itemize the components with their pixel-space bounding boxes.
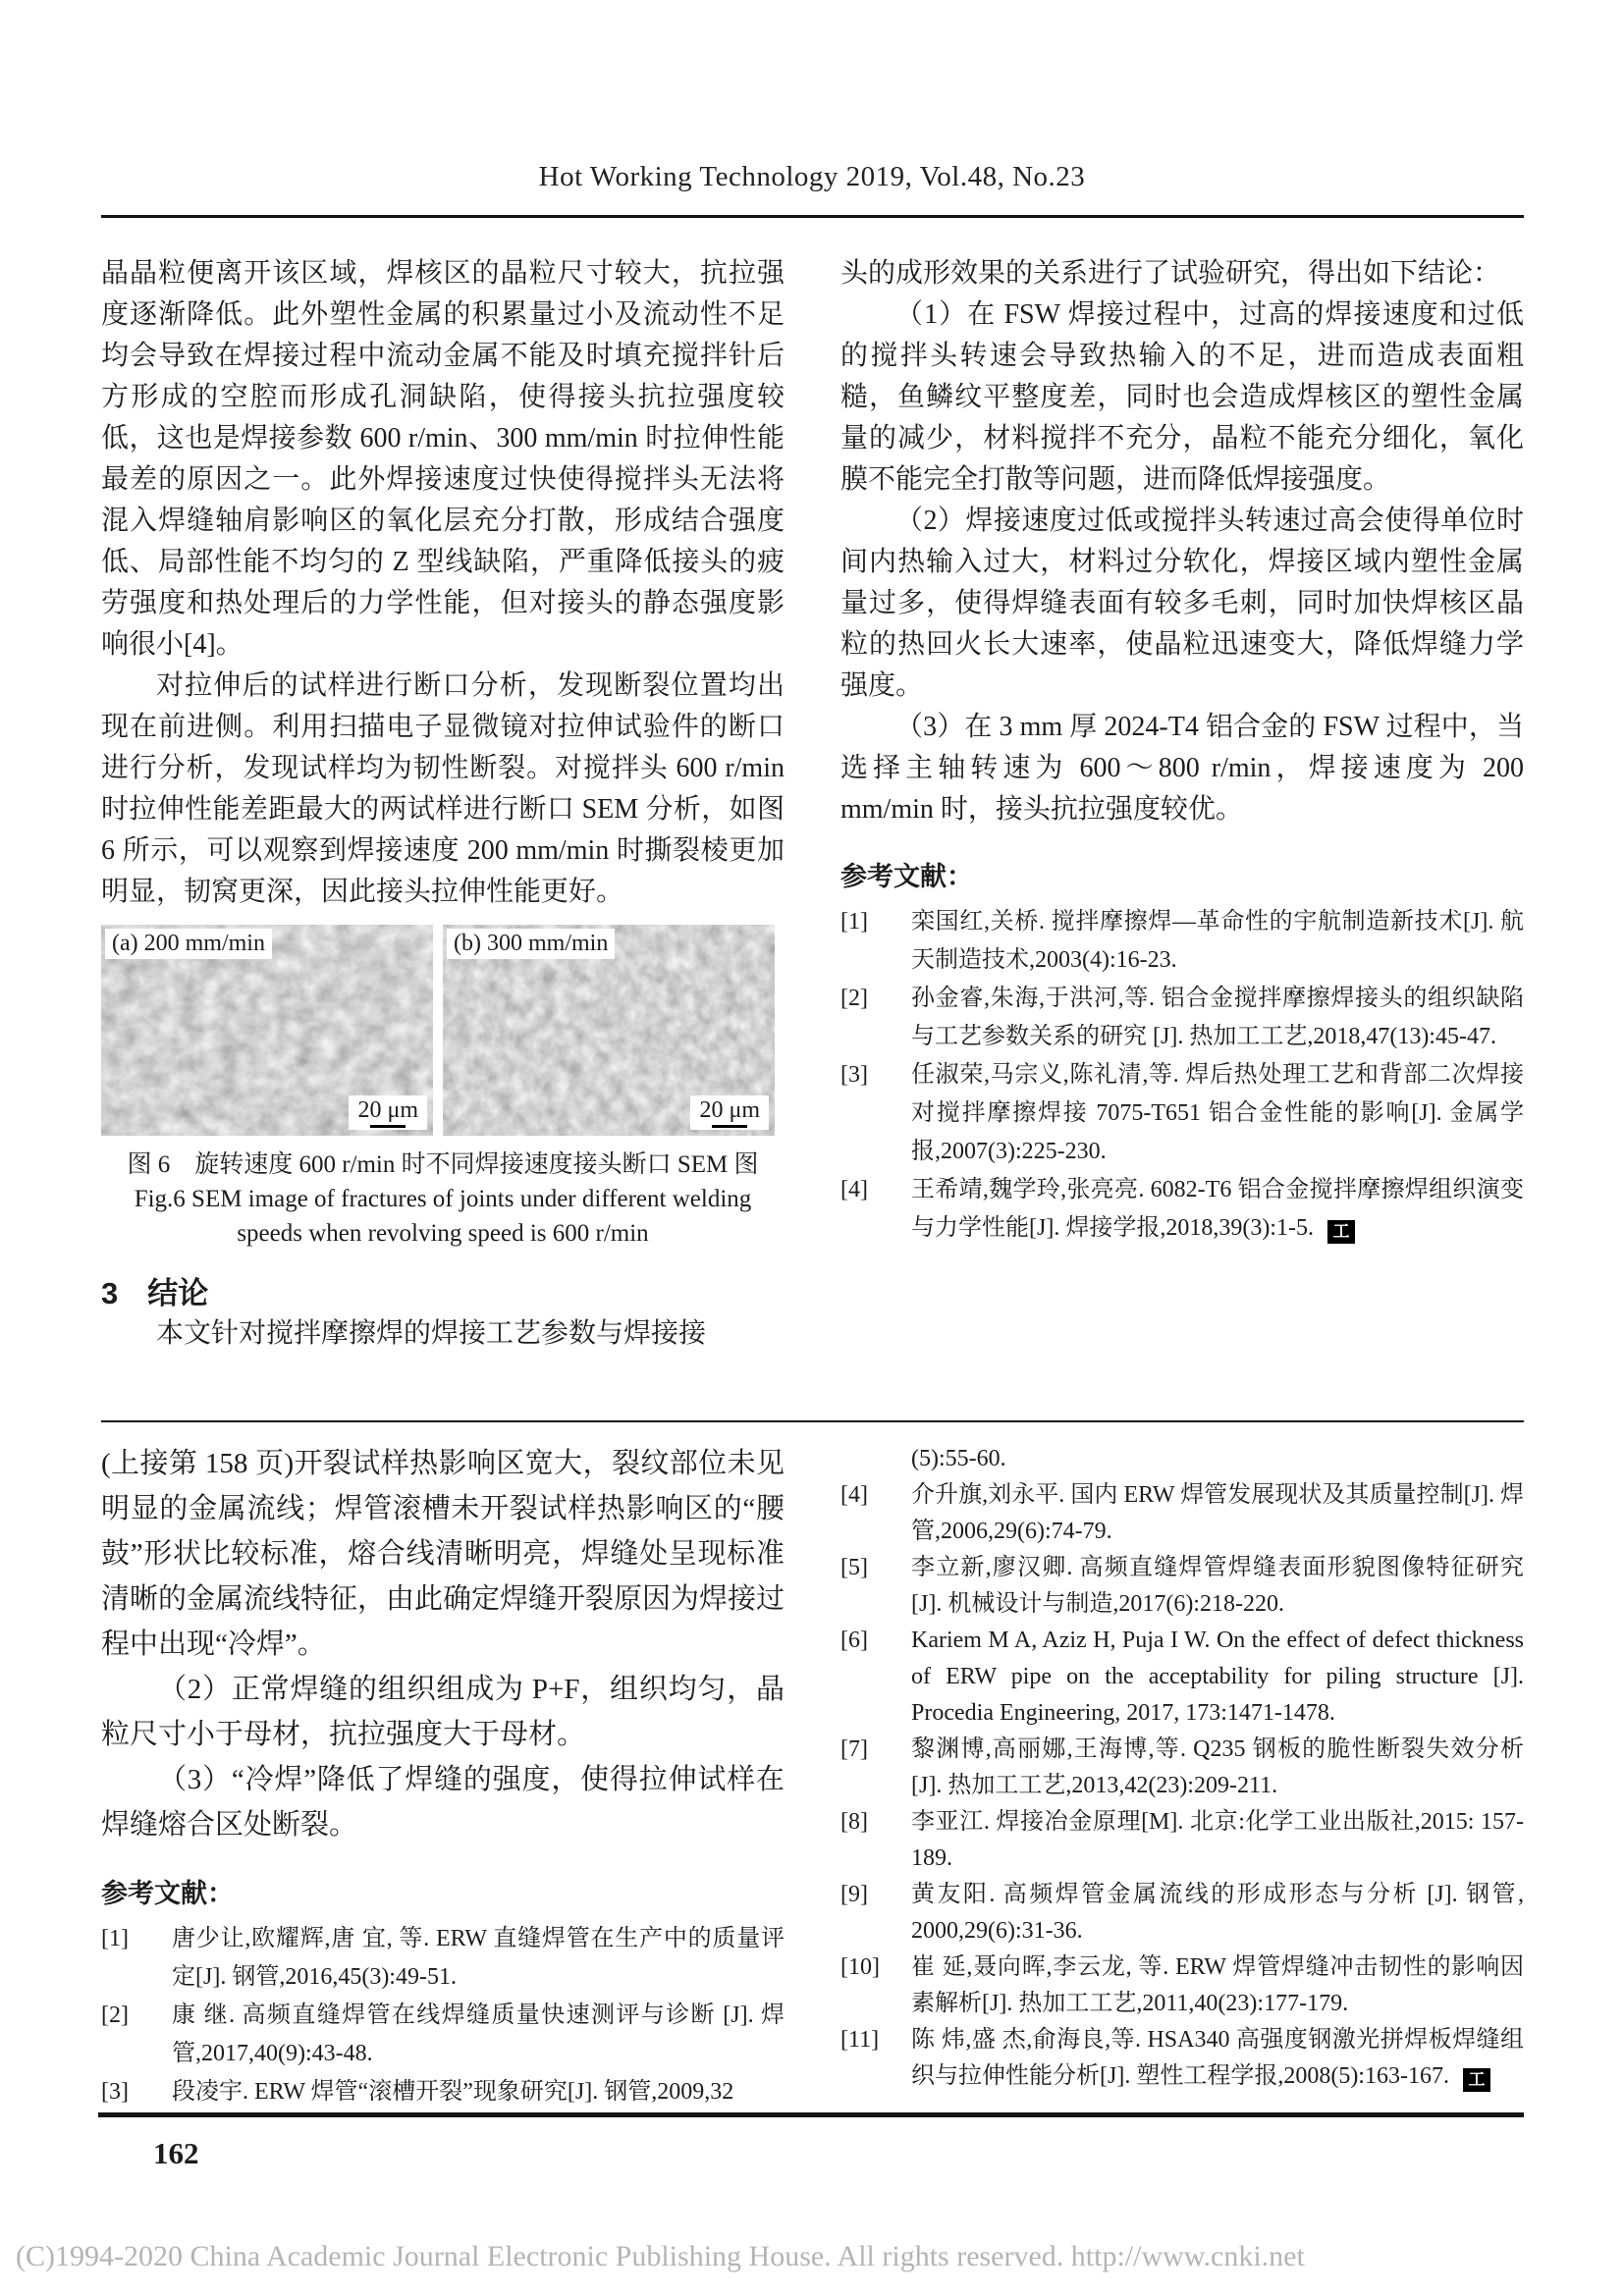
paragraph: 本文针对搅拌摩擦焊的焊接工艺参数与焊接接 — [156, 1318, 707, 1349]
reference-text: 李立新,廖汉卿. 高频直缝焊管焊缝表面形貌图像特征研究 [J]. 机械设计与制造,2017(6):218-220. — [911, 1555, 1524, 1617]
reference-number: [1] — [840, 909, 868, 934]
paragraph: 对拉伸后的试样进行断口分析，发现断裂位置均出现在前进侧。利用扫描电子显微镜对拉伸试验件的断口进行分析，发现试样均为韧性断裂。对搅拌头 600 r/min 时拉伸性能差距最大的两试样进行断口 SEM 分析，如图 6 所示，可以观察到焊接速度 200 mm/min 时撕裂棱更加明显，韧窝更深，因此接头拉伸性能更好。 — [101, 670, 785, 907]
bottom-right-column — [840, 1441, 1524, 2111]
reference-item — [840, 1877, 1524, 1949]
reference-number: [11] — [840, 2027, 880, 2053]
references-list — [840, 1477, 1524, 2095]
sem-panels — [101, 925, 785, 1136]
footer-rule — [98, 2112, 1524, 2117]
paragraph: （2）正常焊缝的组织组成为 P+F，组织均匀，晶粒尺寸小于母材，抗拉强度大于母材。 — [101, 1674, 785, 1750]
copyright-watermark: (C)1994-2020 China Academic Journal Electronic Publishing House. All rights reserved. http://www.cnki.net — [16, 2240, 1305, 2272]
article-end-mark-icon: 工 — [1463, 2068, 1490, 2092]
reference-text: 黎渊博,高丽娜,王海博,等. Q235 钢板的脆性断裂失效分析 [J]. 热加工工艺,2013,42(23):209-211. — [911, 1736, 1524, 1798]
references-heading: 参考文献： — [101, 1879, 234, 1908]
section-number: 3 — [101, 1276, 119, 1310]
reference-item — [101, 2073, 785, 2111]
reference-item — [840, 1732, 1524, 1804]
journal-header: Hot Working Technology 2019, Vol.48, No.23 — [538, 161, 1086, 192]
top-article — [101, 253, 1524, 1355]
reference-text: 唐少让,欧耀辉,唐 宜, 等. ERW 直缝焊管在生产中的质量评定[J]. 钢管,2016,45(3):49-51. — [172, 1926, 785, 1990]
continued-article — [101, 1441, 1524, 2111]
top-right-column — [840, 253, 1524, 1355]
scale-bar-label-a — [349, 1095, 427, 1130]
figure-caption-en: speeds when revolving speed is 600 r/min — [237, 1220, 649, 1247]
reference-text: 任淑荣,马宗义,陈礼清,等. 焊后热处理工艺和背部二次焊接对搅拌摩擦焊接 7075-T651 铝合金性能的影响[J]. 金属学报,2007(3):225-230. — [911, 1062, 1524, 1164]
reference-continuation: (5):55-60. — [911, 1446, 1006, 1471]
reference-item — [840, 1623, 1524, 1732]
top-left-column — [101, 253, 785, 1355]
references-list — [101, 1920, 785, 2111]
article-divider-rule — [101, 1420, 1524, 1422]
page-number: 162 — [153, 2136, 199, 2170]
reference-text: 王希靖,魏学玲,张亮亮. 6082-T6 铝合金搅拌摩擦焊组织演变与力学性能[J]. 焊接学报,2018,39(3):1-5. — [911, 1177, 1524, 1241]
reference-item — [840, 1804, 1524, 1877]
paragraph: (上接第 158 页)开裂试样热影响区宽大，裂纹部位未见明显的金属流线；焊管滚槽未开裂试样热影响区的“腰鼓”形状比较标准，熔合线清晰明亮，焊缝处呈现标准清晰的金属流线特征，由此确定焊缝开裂原因为焊接过程中出现“冷焊”。 — [101, 1448, 785, 1660]
reference-text: 栾国红,关桥. 搅拌摩擦焊—革命性的宇航制造新技术[J]. 航天制造技术,2003(4):16-23. — [911, 909, 1524, 973]
reference-item — [840, 1477, 1524, 1550]
reference-text: 陈 炜,盛 杰,俞海良,等. HSA340 高强度钢激光拼焊板焊缝组织与拉伸性能分析[J]. 塑性工程学报,2008(5):163-167. — [911, 2027, 1524, 2089]
scale-bar-label-b — [690, 1095, 769, 1130]
reference-number: [3] — [101, 2079, 129, 2105]
reference-text: 康 继. 高频直缝焊管在线焊缝质量快速测评与诊断 [J]. 焊管,2017,40(9):43-48. — [172, 2002, 785, 2066]
references-list — [840, 903, 1524, 1248]
section-title: 结论 — [147, 1276, 209, 1310]
reference-text: 段凌宇. ERW 焊管“滚槽开裂”现象研究[J]. 钢管,2009,32 — [172, 2079, 734, 2105]
reference-text: 崔 延,聂向晖,李云龙, 等. ERW 焊管焊缝冲击韧性的影响因素解析[J]. 热加工工艺,2011,40(23):177-179. — [911, 1954, 1524, 2016]
header-rule — [101, 215, 1524, 218]
figure-caption-zh: 图 6 旋转速度 600 r/min 时不同焊接速度接头断口 SEM 图 — [127, 1151, 759, 1178]
reference-item — [101, 1920, 785, 1997]
paragraph: （3）“冷焊”降低了焊缝的强度，使得拉伸试样在焊缝熔合区处断裂。 — [101, 1764, 785, 1841]
reference-number: [7] — [840, 1736, 868, 1762]
figure-caption-en: Fig.6 SEM image of fractures of joints under different welding — [134, 1186, 752, 1212]
bottom-left-column — [101, 1441, 785, 2111]
reference-number: [1] — [101, 1926, 129, 1951]
reference-item — [840, 980, 1524, 1056]
scale-bar-icon — [370, 1125, 406, 1128]
section-3-heading — [101, 1274, 785, 1313]
reference-item — [840, 1171, 1524, 1248]
panel-a-label: (a) 200 mm/min — [105, 929, 272, 959]
reference-number: [8] — [840, 1809, 868, 1835]
reference-number: [2] — [840, 986, 868, 1011]
reference-item — [840, 903, 1524, 980]
panel-b-label: (b) 300 mm/min — [447, 929, 615, 959]
reference-number: [5] — [840, 1555, 868, 1580]
paragraph: （2）焊接速度过低或搅拌头转速过高会使得单位时间内热输入过大，材料过分软化，焊接区域内塑性金属量过多，使得焊缝表面有较多毛刺，同时加快焊核区晶粒的热回火长大速率，使晶粒迅速变大，降低焊缝力学强度。 — [840, 506, 1524, 701]
reference-number: [6] — [840, 1628, 868, 1653]
figure-caption — [101, 1148, 785, 1251]
paragraph: （1）在 FSW 焊接过程中，过高的焊接速度和过低的搅拌头转速会导致热输入的不足，进而造成表面粗糙，鱼鳞纹平整度差，同时也会造成焊核区的塑性金属量的减少，材料搅拌不充分，晶粒不能充分细化，氧化膜不能完全打散等问题，进而降低焊接强度。 — [840, 299, 1524, 495]
reference-number: [4] — [840, 1482, 868, 1508]
sem-image-a — [101, 925, 433, 1136]
scale-bar-icon — [712, 1125, 747, 1128]
reference-item — [101, 1997, 785, 2073]
reference-item — [840, 1056, 1524, 1171]
sem-image-b — [443, 925, 775, 1136]
figure-6 — [101, 925, 785, 1251]
reference-number: [10] — [840, 1954, 880, 1980]
scale-text: 20 μm — [357, 1097, 418, 1123]
reference-item — [840, 2022, 1524, 2095]
paragraph: 头的成形效果的关系进行了试验研究，得出如下结论： — [840, 258, 1501, 289]
reference-text: 李亚江. 焊接冶金原理[M]. 北京:化学工业出版社,2015: 157-189. — [911, 1809, 1524, 1871]
paragraph: （3）在 3 mm 厚 2024-T4 铝合金的 FSW 过程中，当选择主轴转速为 600～800 r/min，焊接速度为 200 mm/min 时，接头抗拉强度较优。 — [840, 712, 1524, 825]
reference-number: [9] — [840, 1882, 868, 1907]
reference-text: 介升旗,刘永平. 国内 ERW 焊管发展现状及其质量控制[J]. 焊管,2006,29(6):74-79. — [911, 1482, 1524, 1544]
reference-number: [4] — [840, 1177, 868, 1202]
paragraph: 晶晶粒便离开该区域，焊核区的晶粒尺寸较大，抗拉强度逐渐降低。此外塑性金属的积累量过小及流动性不足均会导致在焊接过程中流动金属不能及时填充搅拌针后方形成的空腔而形成孔洞缺陷，使得接头抗拉强度较低，这也是焊接参数 600 r/min、300 mm/min 时拉伸性能最差的原因之一。此外焊接速度过快使得搅拌头无法将混入焊缝轴肩影响区的氧化层充分打散，形成结合强度低、局部性能不均匀的 Z 型线缺陷，严重降低接头的疲劳强度和热处理后的力学性能，但对接头的静态强度影响很小[4]。 — [101, 258, 785, 660]
reference-text: 孙金睿,朱海,于洪河,等. 铝合金搅拌摩擦焊接头的组织缺陷与工艺参数关系的研究 [J]. 热加工工艺,2018,47(13):45-47. — [911, 986, 1524, 1049]
reference-number: [2] — [101, 2002, 129, 2028]
article-end-mark-icon: 工 — [1327, 1220, 1355, 1244]
reference-item — [840, 1949, 1524, 2022]
references-heading: 参考文献： — [840, 862, 973, 891]
scale-text: 20 μm — [699, 1097, 760, 1123]
reference-text: Kariem M A, Aziz H, Puja I W. On the effect of defect thickness of ERW pipe on the acceptability for piling structure [J]. Procedia Engineering, 2017, 173:1471-1478. — [911, 1628, 1524, 1726]
reference-number: [3] — [840, 1062, 868, 1088]
reference-item — [840, 1550, 1524, 1623]
reference-text: 黄友阳. 高频焊管金属流线的形成形态与分析 [J]. 钢管, 2000,29(6):31-36. — [911, 1882, 1524, 1944]
